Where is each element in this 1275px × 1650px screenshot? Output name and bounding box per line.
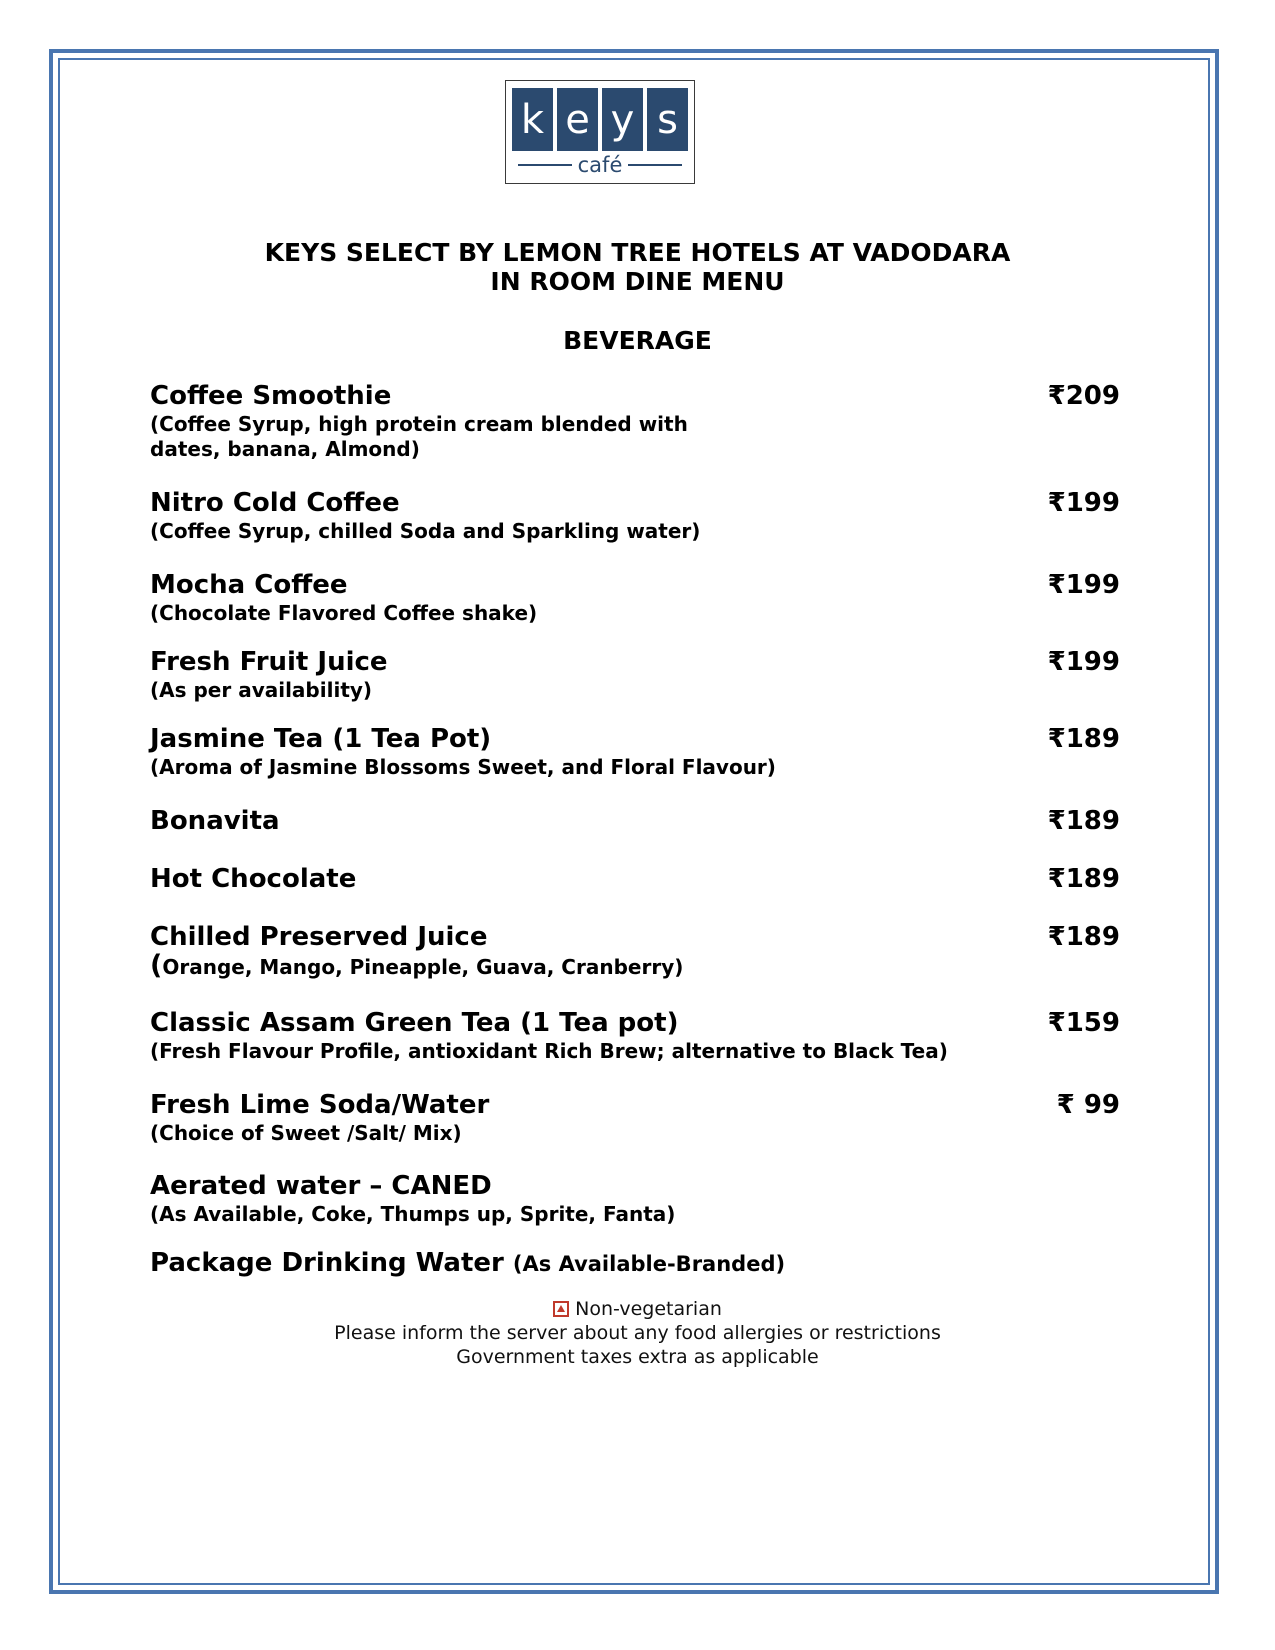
logo-letter: e <box>557 88 598 151</box>
item-name: Coffee Smoothie <box>150 381 392 411</box>
menu-item <box>150 1171 1120 1227</box>
item-name: Hot Chocolate <box>150 864 357 894</box>
item-name: Jasmine Tea (1 Tea Pot) <box>150 724 492 754</box>
item-name: Aerated water – CANED <box>150 1171 492 1201</box>
item-name: Classic Assam Green Tea (1 Tea pot) <box>150 1008 679 1038</box>
item-description-paren: ( <box>150 950 163 981</box>
menu-item <box>150 922 1120 980</box>
item-price: ₹189 <box>1047 724 1120 754</box>
item-description: (Aroma of Jasmine Blossoms Sweet, and Floral Flavour) <box>150 755 776 779</box>
logo-letter: y <box>602 88 643 151</box>
item-name: Chilled Preserved Juice <box>150 922 488 952</box>
menu-item <box>150 724 1120 780</box>
legend-row <box>0 1298 1275 1320</box>
item-price: ₹199 <box>1047 570 1120 600</box>
item-price: ₹189 <box>1047 806 1120 836</box>
logo-letter: s <box>647 88 688 151</box>
non-veg-symbol-icon <box>553 1301 569 1317</box>
item-description: (As Available, Coke, Thumps up, Sprite, Fanta) <box>150 1202 676 1226</box>
item-description: (Coffee Syrup, high protein cream blended with dates, banana, Almond) <box>150 412 688 461</box>
item-price: ₹199 <box>1047 488 1120 518</box>
item-price: ₹209 <box>1047 381 1120 411</box>
item-description <box>150 950 1120 981</box>
item-description: (Chocolate Flavored Coffee shake) <box>150 601 538 625</box>
item-price: ₹189 <box>1047 922 1120 952</box>
keys-cafe-logo <box>505 80 695 184</box>
item-description: (Fresh Flavour Profile, antioxidant Rich Brew; alternative to Black Tea) <box>150 1039 948 1063</box>
item-name-row <box>150 1248 1120 1279</box>
menu-item <box>150 1248 1120 1279</box>
legend-label: Non-vegetarian <box>575 1298 722 1320</box>
menu-item <box>150 570 1120 626</box>
item-name: Nitro Cold Coffee <box>150 488 400 518</box>
allergy-notice: Please inform the server about any food allergies or restrictions <box>334 1322 941 1344</box>
tax-notice: Government taxes extra as applicable <box>456 1346 819 1368</box>
item-price: ₹199 <box>1047 647 1120 677</box>
item-description: (Choice of Sweet /Salt/ Mix) <box>150 1121 462 1145</box>
menu-item <box>150 806 1120 836</box>
item-name: Package Drinking Water <box>150 1248 504 1278</box>
item-description: (Coffee Syrup, chilled Soda and Sparkling water) <box>150 519 701 543</box>
item-name: Fresh Lime Soda/Water <box>150 1090 490 1120</box>
menu-item <box>150 647 1120 703</box>
menu-item <box>150 1090 1120 1146</box>
item-note: (As Available-Branded) <box>512 1252 786 1276</box>
item-price: ₹159 <box>1047 1008 1120 1038</box>
item-name: Mocha Coffee <box>150 570 348 600</box>
item-price: ₹ 99 <box>1056 1090 1120 1120</box>
section-title: BEVERAGE <box>563 326 712 355</box>
logo-rule <box>628 164 682 166</box>
item-name: Fresh Fruit Juice <box>150 647 388 677</box>
menu-title: IN ROOM DINE MENU <box>490 267 785 296</box>
item-price: ₹189 <box>1047 864 1120 894</box>
item-description-text: Orange, Mango, Pineapple, Guava, Cranberry) <box>162 955 684 979</box>
menu-item <box>150 381 1120 462</box>
item-name: Bonavita <box>150 806 280 836</box>
menu-item <box>150 864 1120 894</box>
hotel-title: KEYS SELECT BY LEMON TREE HOTELS AT VADODARA <box>264 238 1011 267</box>
logo-rule <box>518 164 572 166</box>
menu-item <box>150 1008 1120 1064</box>
menu-item <box>150 488 1120 544</box>
logo-letter: k <box>512 88 553 151</box>
logo-subtitle: café <box>577 152 623 177</box>
item-description: (As per availability) <box>150 678 373 702</box>
